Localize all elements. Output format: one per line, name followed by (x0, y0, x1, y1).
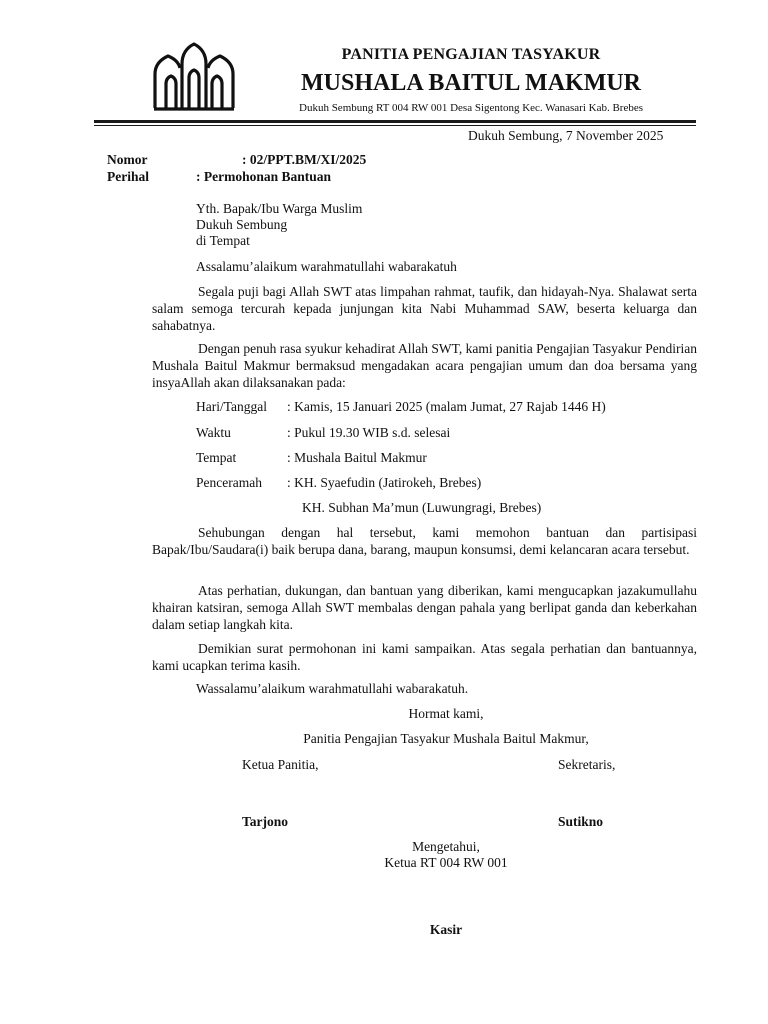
tempat-value: : Mushala Baitul Makmur (287, 450, 427, 465)
hari-value: : Kamis, 15 Januari 2025 (malam Jumat, 27 Rajab 1446 H) (287, 399, 606, 414)
mosque-outline-icon (152, 40, 236, 112)
hormat-kami: Hormat kami, (408, 706, 484, 721)
recipient-line2: Dukuh Sembung (196, 217, 288, 232)
waktu-value: : Pukul 19.30 WIB s.d. selesai (287, 425, 451, 440)
letterhead-rule-thick (94, 120, 696, 123)
paragraph-2 (152, 340, 697, 391)
paragraph-4 (152, 582, 697, 633)
recipient-line1: Yth. Bapak/Ibu Warga Muslim (196, 201, 363, 216)
sekretaris-name: Sutikno (558, 814, 604, 829)
committee-name: Panitia Pengajian Tasyakur Mushala Baitul Makmur, (303, 731, 589, 746)
paragraph-3-text: Sehubungan dengan hal tersebut, kami memohon bantuan dan partisipasi Bapak/Ibu/Saudara(i) baik berupa dana, barang, maupun konsumsi, demi kelancaran acara tersebut. (152, 525, 697, 557)
penceramah-value-1: : KH. Syaefudin (Jatirokeh, Brebes) (287, 475, 482, 490)
paragraph-5-text: Demikian surat permohonan ini kami sampaikan. Atas segala perhatian dan bantuannya, kami ucapkan terima kasih. (152, 641, 697, 673)
paragraph-5 (152, 640, 697, 674)
ketua-title: Ketua Panitia, (242, 757, 319, 772)
penceramah-label: Penceramah (196, 475, 262, 490)
sekretaris-title: Sekretaris, (558, 757, 616, 772)
waktu-label: Waktu (196, 425, 231, 440)
paragraph-4-text: Atas perhatian, dukungan, dan bantuan yang diberikan, kami mengucapkan jazakumullahu khairan katsiran, semoga Allah SWT membalas dengan pahala yang berlipat ganda dan keberkahan dalam setiap langkah kita. (152, 583, 697, 632)
nomor-label: Nomor (107, 152, 148, 167)
perihal-value: : Permohonan Bantuan (196, 169, 332, 184)
date-place: Dukuh Sembung, 7 November 2025 (468, 128, 664, 143)
nomor-value: : 02/PPT.BM/XI/2025 (242, 152, 367, 167)
rt-title: Ketua RT 004 RW 001 (384, 855, 508, 870)
paragraph-3 (152, 524, 697, 558)
tempat-label: Tempat (196, 450, 237, 465)
ketua-name: Tarjono (242, 814, 289, 829)
letterhead-name: MUSHALA BAITUL MAKMUR (300, 70, 642, 96)
paragraph-1 (152, 283, 697, 334)
paragraph-2-text: Dengan penuh rasa syukur kehadirat Allah SWT, kami panitia Pengajian Tasyakur Pendirian Mushala Baitul Makmur bermaksud mengadakan acara pengajian umum dan doa bersama yang insyaAllah akan dilaksanakan pada: (152, 341, 697, 390)
rt-name: Kasir (429, 922, 463, 937)
hari-label: Hari/Tanggal (196, 399, 268, 414)
greeting: Assalamu’alaikum warahmatullahi wabarakatuh (196, 259, 457, 274)
mengetahui: Mengetahui, (412, 839, 480, 854)
paragraph-1-text: Segala puji bagi Allah SWT atas limpahan rahmat, taufik, dan hidayah-Nya. Shalawat serta salam semoga tercurah kepada junjungan kita Nabi Muhammad SAW, beserta keluarga dan sahabatnya. (152, 284, 697, 333)
letterhead-org: PANITIA PENGAJIAN TASYAKUR (341, 46, 601, 63)
letterhead-rule-thin (94, 125, 696, 126)
letterhead-address: Dukuh Sembung RT 004 RW 001 Desa Sigentong Kec. Wanasari Kab. Brebes (299, 102, 643, 114)
perihal-label: Perihal (107, 169, 149, 184)
closing: Wassalamu’alaikum warahmatullahi wabarakatuh. (196, 681, 469, 696)
recipient-line3: di Tempat (196, 233, 250, 248)
penceramah-value-2: KH. Subhan Ma’mun (Luwungragi, Brebes) (302, 500, 542, 515)
